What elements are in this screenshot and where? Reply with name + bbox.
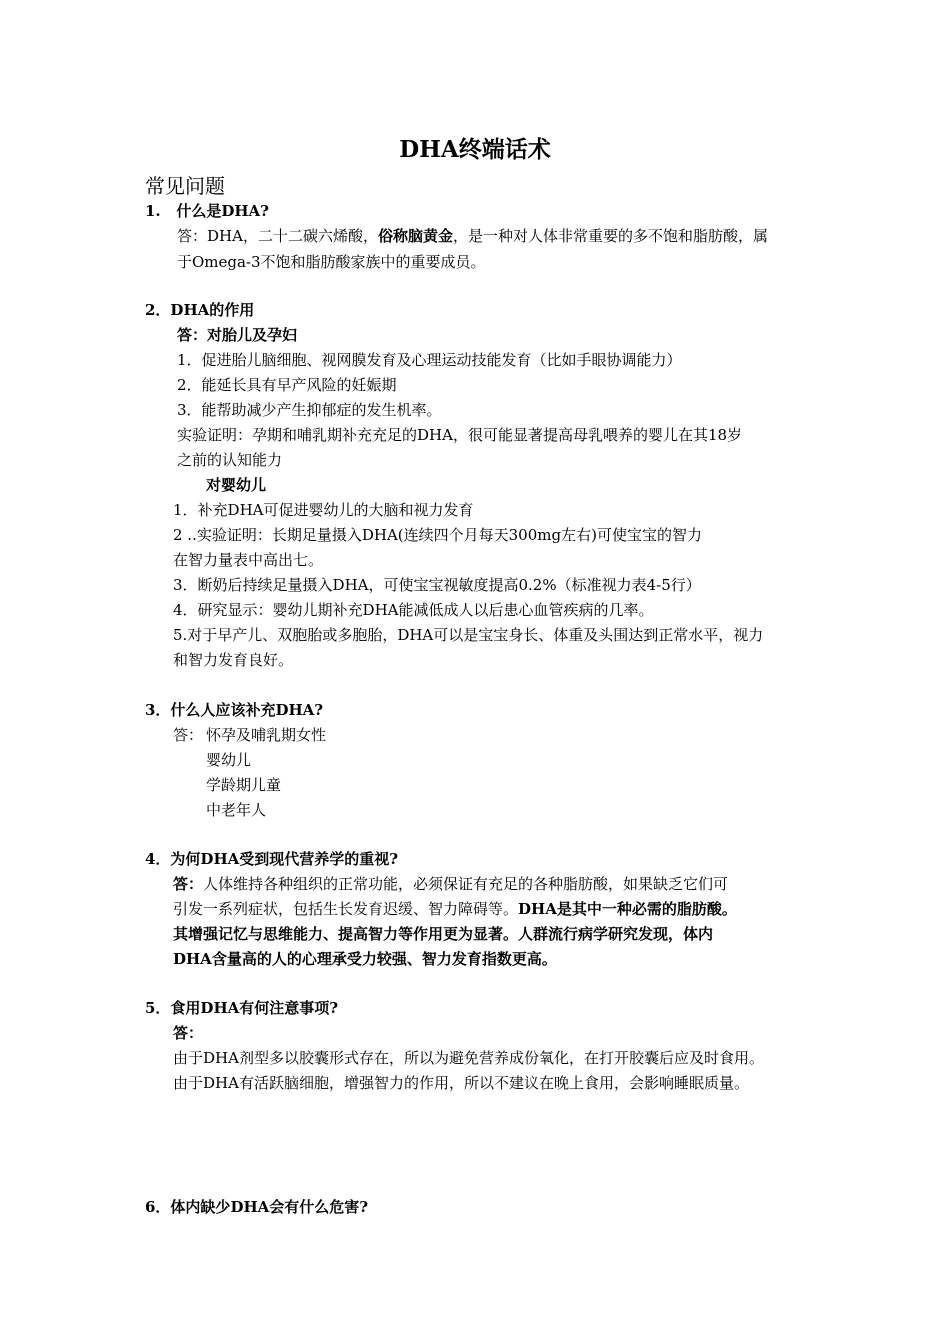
answer-1-highlight: 俗称脑黄金 <box>377 227 453 245</box>
list-item: 5.对于早产儿、双胞胎或多胞胎，DHA可以是宝宝身长、体重及头围达到正常水平，视力 <box>173 626 764 644</box>
list-item: 4．研究显示：婴幼儿期补充DHA能减低成人以后患心血管疾病的几率。 <box>173 601 654 619</box>
list-item: 3．断奶后持续足量摄入DHA，可使宝宝视敏度提高0.2%（标准视力表4-5行） <box>173 576 701 594</box>
question-3: 3．什么人应该补充DHA? <box>145 701 324 719</box>
answer-1-line-2: 于Omega-3不饱和脂肪酸家族中的重要成员。 <box>177 253 486 271</box>
experiment-line-2: 之前的认知能力 <box>177 451 283 469</box>
list-item: 1．促进胎儿脑细胞、视网膜发育及心理运动技能发育（比如手眼协调能力） <box>177 351 682 369</box>
answer-1-line-1 <box>177 226 768 246</box>
experiment-line-1: 实验证明：孕期和哺乳期补充充足的DHA，很可能显著提高母乳喂养的婴儿在其18岁 <box>177 426 743 444</box>
list-item: 婴幼儿 <box>206 751 252 769</box>
answer-2-subheading-2: 对婴幼儿 <box>206 476 267 494</box>
list-item: 学龄期儿童 <box>206 776 282 794</box>
list-item: 2 ..实验证明：长期足量摄入DHA(连续四个月每天300mg左右)可使宝宝的智力 <box>173 526 702 544</box>
answer-4-text: 人体维持各种组织的正常功能，必须保证有充足的各种脂肪酸，如果缺乏它们可 <box>203 875 729 893</box>
answer-4-text: 引发一系列症状，包括生长发育迟缓、智力障碍等。 <box>173 900 519 918</box>
answer-1-text-a: 答：DHA，二十二碳六烯酸， <box>177 227 378 245</box>
answer-5-line-1: 由于DHA剂型多以胶囊形式存在，所以为避免营养成份氧化，在打开胶囊后应及时食用。 <box>173 1049 764 1067</box>
answer-4-highlight: DHA是其中一种必需的脂肪酸。 <box>518 900 737 918</box>
list-item: 2．能延长具有早产风险的妊娠期 <box>177 376 397 394</box>
answer-4-line-3: 其增强记忆与思维能力、提高智力等作用更为显著。人群流行病学研究发现，体内 <box>173 925 714 943</box>
answer-1-text-c: ，是一种对人体非常重要的多不饱和脂肪酸，属 <box>452 227 768 245</box>
answer-4-prefix: 答： <box>173 875 204 893</box>
answer-4-line-4: DHA含量高的人的心理承受力较强、智力发育指数更高。 <box>173 950 557 968</box>
list-item: 3．能帮助减少产生抑郁症的发生机率。 <box>177 401 442 419</box>
question-1: 1. 什么是DHA? <box>145 202 269 220</box>
list-item: 1．补充DHA可促进婴幼儿的大脑和视力发育 <box>173 501 474 519</box>
question-5: 5．食用DHA有何注意事项? <box>145 999 339 1017</box>
answer-5-prefix: 答： <box>173 1024 204 1042</box>
list-item: 和智力发育良好。 <box>173 651 294 669</box>
answer-5-line-2: 由于DHA有活跃脑细胞，增强智力的作用，所以不建议在晚上食用，会影响睡眠质量。 <box>173 1074 749 1092</box>
list-item: 中老年人 <box>206 801 267 819</box>
answer-3-prefix: 答： <box>173 726 204 744</box>
answer-4-line-1 <box>173 874 728 894</box>
section-heading: 常见问题 <box>145 174 225 198</box>
answer-2-subheading-1: 答：对胎儿及孕妇 <box>177 326 298 344</box>
question-6: 6．体内缺少DHA会有什么危害? <box>145 1198 369 1216</box>
list-item: 怀孕及哺乳期女性 <box>206 726 327 744</box>
list-item: 在智力量表中高出七。 <box>173 551 324 569</box>
document-title: DHA终端话术 <box>399 136 551 163</box>
answer-4-line-2 <box>173 899 737 919</box>
question-2: 2．DHA的作用 <box>145 301 255 319</box>
question-4: 4．为何DHA受到现代营养学的重视? <box>145 850 399 868</box>
